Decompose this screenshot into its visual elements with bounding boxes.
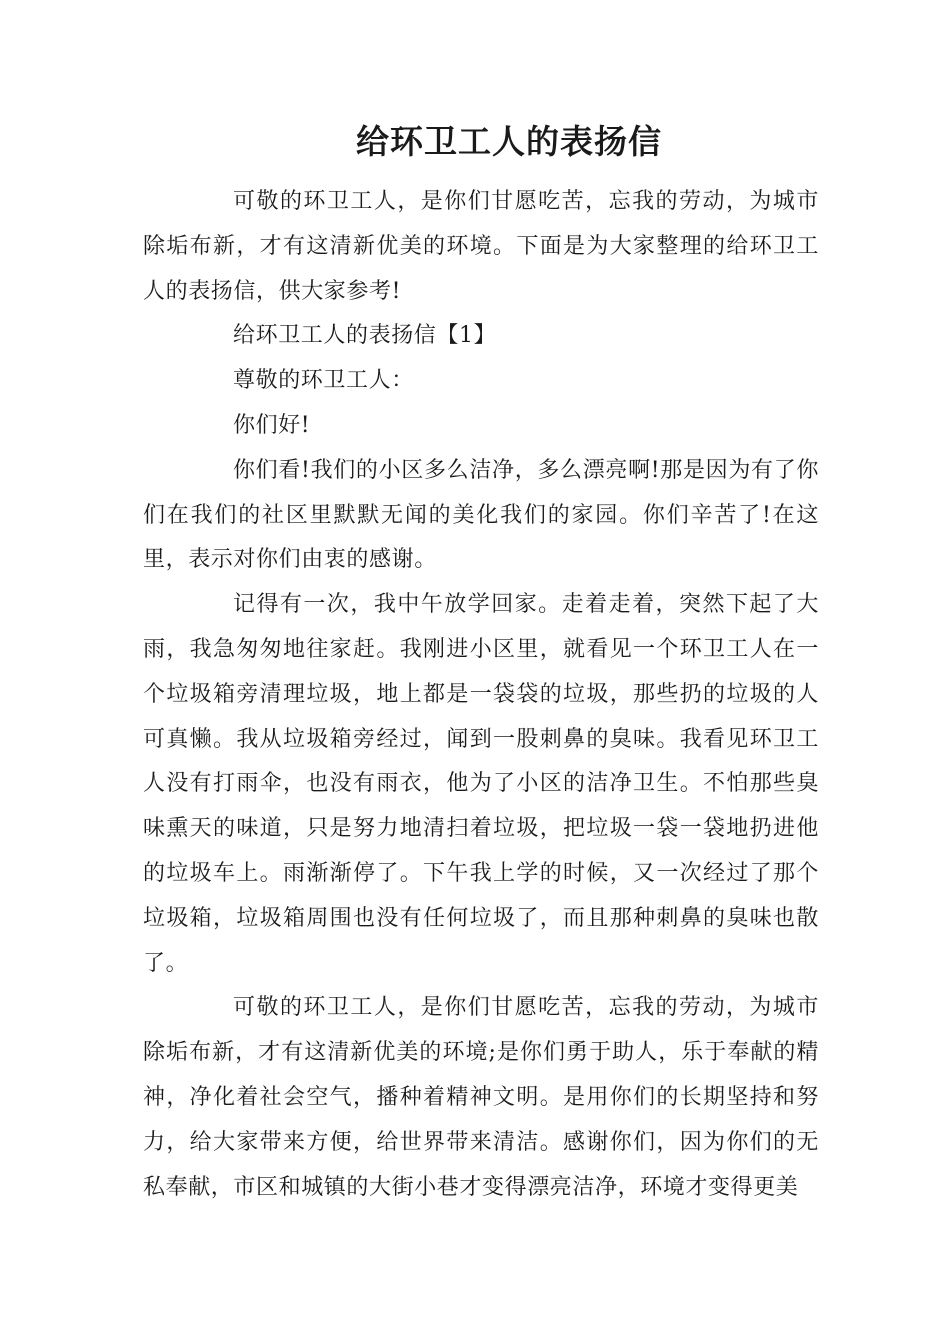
section-heading: 给环卫工人的表扬信【1】 <box>233 323 497 349</box>
body-paragraph: 记得有一次，我中午放学回家。走着走着，突然下起了大雨，我急匆匆地往家赶。我刚进小区里，就看见一个环卫工人在一个垃圾箱旁清理垃圾，地上都是一袋袋的垃圾，那些扔的垃圾的人可真懒。我从垃圾箱旁经过，闻到一股刺鼻的臭味。我看见环卫工人没有打雨伞，也没有雨衣，他为了小区的洁净卫生。不怕那些臭味熏天的味道，只是努力地清扫着垃圾，把垃圾一袋一袋地扔进他的垃圾车上。雨渐渐停了。下午我上学的时候，又一次经过了那个垃圾箱，垃圾箱周围也没有任何垃圾了，而且那种刺鼻的臭味也散了。 <box>143 592 819 976</box>
body-paragraph: 你们看!我们的小区多么洁净，多么漂亮啊!那是因为有了你们在我们的社区里默默无闻的美化我们的家园。你们辛苦了!在这里，表示对你们由衷的感谢。 <box>143 457 819 573</box>
greeting: 你们好! <box>233 412 311 438</box>
salutation: 尊敬的环卫工人： <box>233 368 414 394</box>
document-body <box>143 180 819 1210</box>
intro-paragraph: 可敬的环卫工人，是你们甘愿吃苦，忘我的劳动，为城市除垢布新，才有这清新优美的环境。下面是为大家整理的给环卫工人的表扬信，供大家参考! <box>143 189 819 304</box>
body-paragraph: 可敬的环卫工人，是你们甘愿吃苦，忘我的劳动，为城市除垢布新，才有这清新优美的环境;是你们勇于助人，乐于奉献的精神，净化着社会空气，播种着精神文明。是用你们的长期坚持和努力，给大家带来方便，给世界带来清洁。感谢你们，因为你们的无私奉献，市区和城镇的大街小巷才变得漂亮洁净，环境才变得更美 <box>143 995 819 1200</box>
document-title: 给环卫工人的表扬信 <box>356 122 662 161</box>
